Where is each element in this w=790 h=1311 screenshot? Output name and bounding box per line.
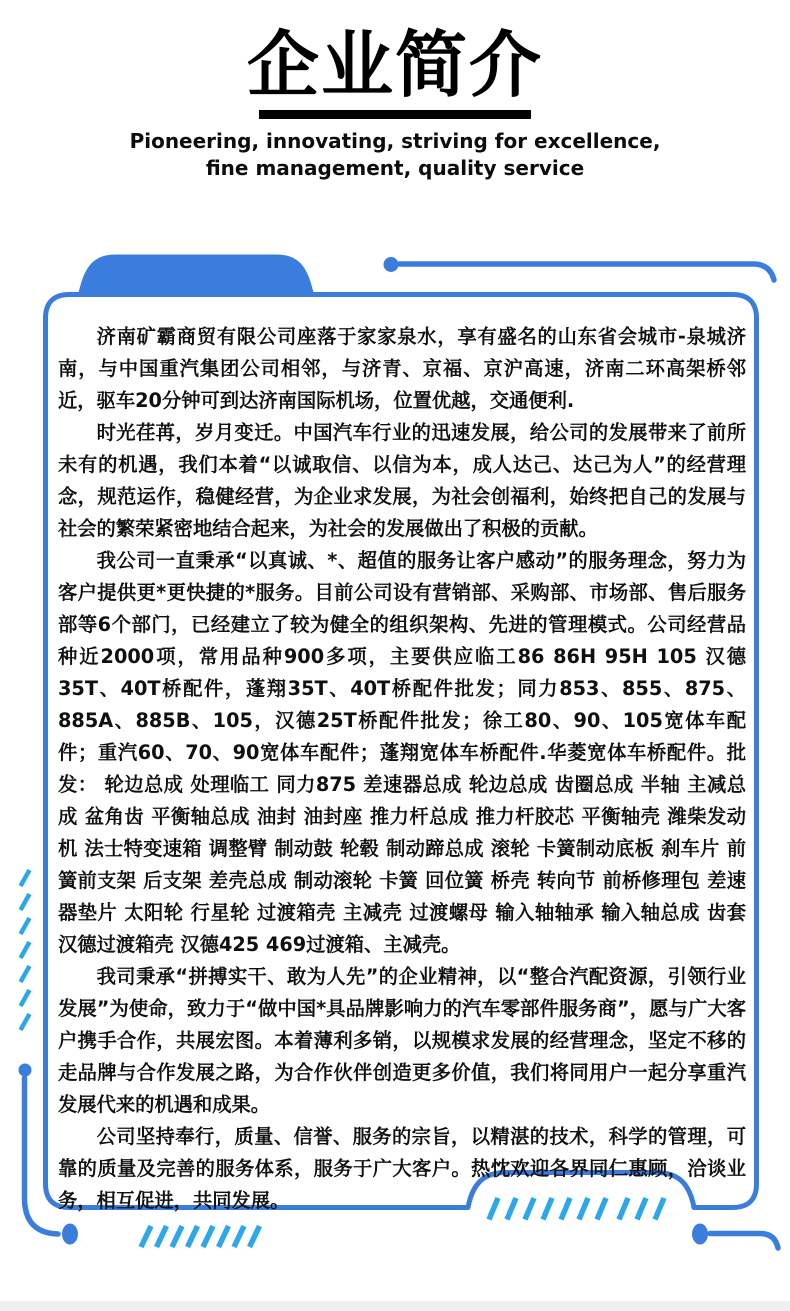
- body-paragraph-mission: 我司秉承“拼搏实干、敢为人先”的企业精神，以“整合汽配资源，引领行业发展”为使命，致力于“做中国*具品牌影响力的汽车零部件服务商”，愿与广大客户携手合作，共展宏图。本着薄利多销，以规模求发展的经营理念，坚定不移的走品牌与合作发展之路，为合作伙伴创造更多价值，我们将同用户一起分享重汽发展代来的机遇和成果。: [58, 965, 746, 1116]
- left-line-start-dot-icon: [19, 1064, 32, 1077]
- subtitle-line-2: fine management, quality service: [205, 155, 585, 180]
- page-title: 企业简介: [246, 23, 543, 107]
- bottom-left-hatch-icon: [141, 1226, 260, 1247]
- right-corner-line-icon: [710, 1234, 778, 1249]
- top-dot-icon: [384, 257, 399, 272]
- company-intro-content: [46, 295, 756, 1212]
- tab-shape-icon: [78, 255, 314, 296]
- footer-gray-bar: [0, 1301, 790, 1311]
- left-line-end-dot-icon: [62, 1224, 78, 1245]
- subtitle-line-1: Pioneering, innovating, striving for excellence,: [129, 128, 661, 153]
- right-line-dot-icon: [692, 1224, 708, 1245]
- top-line-icon: [399, 264, 774, 280]
- body-paragraph-philosophy: 时光荏苒，岁月变迁。中国汽车行业的迅速发展，给公司的发展带来了前所未有的机遇，我们本着“以诚取信、以信为本，成人达己、达己为人”的经营理念，规范运作，稳健经营，为企业求发展，为社会创福利，始终把自己的发展与社会的繁荣紧密地结合起来，为社会的发展做出了积极的贡献。: [58, 421, 746, 540]
- body-paragraph-closing: 公司坚持奉行，质量、信誉、服务的宗旨，以精湛的技术，科学的管理，可靠的质量及完善的服务体系，服务于广大客户。热忱欢迎各界同仁惠顾，洽谈业务，相互促进，共同发展。: [58, 1125, 746, 1212]
- body-paragraph-location: 济南矿霸商贸有限公司座落于家家泉水，享有盛名的山东省会城市-泉城济南，与中国重汽集团公司相邻，与济青、京福、京沪高速，济南二环高架桥邻近，驱车20分钟可到达济南国际机场，位置优越，交通便利.: [58, 325, 746, 412]
- body-paragraph-products: 我公司一直秉承“以真诚、*、超值的服务让客户感动”的服务理念，努力为客户提供更*更快捷的*服务。目前公司设有营销部、采购部、市场部、售后服务部等6个部门，已经建立了较为健全的组织架构、先进的管理模式。公司经营品种近2000项，常用品种900多项，主要供应临工86 86H 95H 105 汉德35T、40T桥配件，蓬翔35T、40T桥配件批发；同力853、855、875、885A、885B、105，汉德25T桥配件批发；徐工80、90、105宽体车配件；重汽60、70、90宽体车配件；蓬翔宽体车桥配件.华菱宽体车桥配件。批发： 轮边总成 处理临工 同力875 差速器总成 轮边总成 齿圈总成 半轴 主减总成 盆角齿 平衡轴总成 油封 油封座 推力杆总成 推力杆胶芯 平衡轴壳 潍柴发动机 法士特变速箱 调整臂 制动鼓 轮毂 制动蹄总成 滚轮 卡簧制动底板 刹车片 前簧前支架 后支架 差壳总成 制动滚轮 卡簧 回位簧 桥壳 转向节 前桥修理包 差速器垫片 太阳轮 行星轮 过渡箱壳 主减壳 过渡螺母 输入轴轴承 输入轴总成 齿套汉德过渡箱壳 汉德425 469过渡箱、主减壳。: [58, 549, 746, 956]
- left-hatch-column-icon: [21, 870, 30, 1030]
